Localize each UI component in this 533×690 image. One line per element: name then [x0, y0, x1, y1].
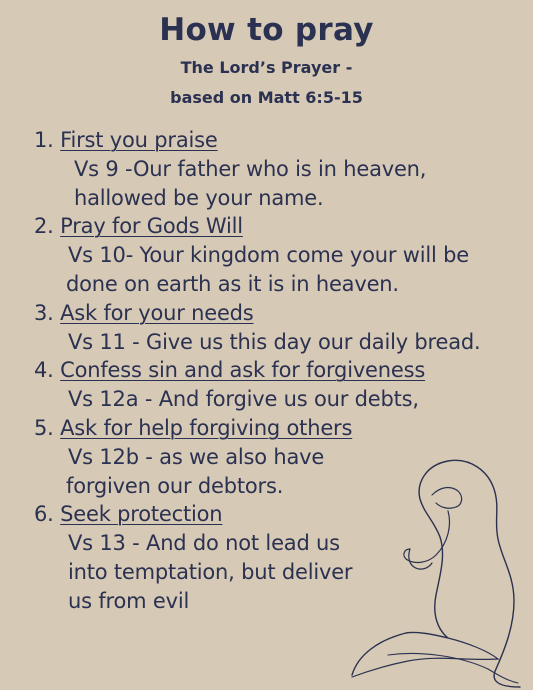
step-5-verse-line: forgiven our debtors. — [66, 473, 284, 498]
step-1-verse-line: hallowed be your name. — [74, 185, 324, 210]
step-6-verse-line: Vs 13 - And do not lead us — [68, 531, 340, 556]
step-heading: Seek protection — [60, 502, 223, 527]
step-3-heading-line — [34, 299, 504, 328]
step-6-verse-line: into temptation, but deliver — [68, 559, 353, 584]
step-number: 5. — [34, 415, 54, 440]
step-heading: Ask for help forgiving others — [60, 415, 353, 440]
step-5-heading-line — [34, 414, 504, 443]
subtitle-line-1: The Lord’s Prayer - — [180, 58, 353, 77]
step-heading: Confess sin and ask for forgiveness — [60, 358, 426, 383]
praying-woman-line-art-icon — [348, 455, 533, 690]
page-title: How to pray — [159, 12, 374, 48]
step-heading: Ask for your needs — [60, 300, 254, 325]
subtitle-line-2: based on Matt 6:5-15 — [170, 88, 363, 107]
step-6-verse-line: us from evil — [68, 588, 190, 613]
step-heading: First you praise — [60, 128, 218, 152]
step-2-verse-line: Vs 10- Your kingdom come your will be — [68, 243, 469, 268]
step-1-verse-line: Vs 9 -Our father who is in heaven, — [74, 156, 427, 181]
step-4-verse-line: Vs 12a - And forgive us our debts, — [68, 387, 419, 412]
step-2-verse-line: done on earth as it is in heaven. — [66, 271, 399, 296]
step-heading: Pray for Gods Will — [60, 214, 243, 239]
step-5-verse-line: Vs 12b - as we also have — [68, 444, 325, 469]
step-4-heading-line — [34, 356, 504, 385]
step-3-verse-line: Vs 11 - Give us this day our daily bread. — [68, 329, 481, 354]
step-number: 4. — [34, 358, 54, 383]
step-number: 1. — [34, 128, 54, 152]
step-1-heading-line — [34, 126, 504, 155]
step-number: 2. — [34, 214, 54, 239]
step-number: 6. — [34, 502, 54, 527]
step-2-heading-line — [34, 212, 504, 241]
step-number: 3. — [34, 300, 54, 325]
